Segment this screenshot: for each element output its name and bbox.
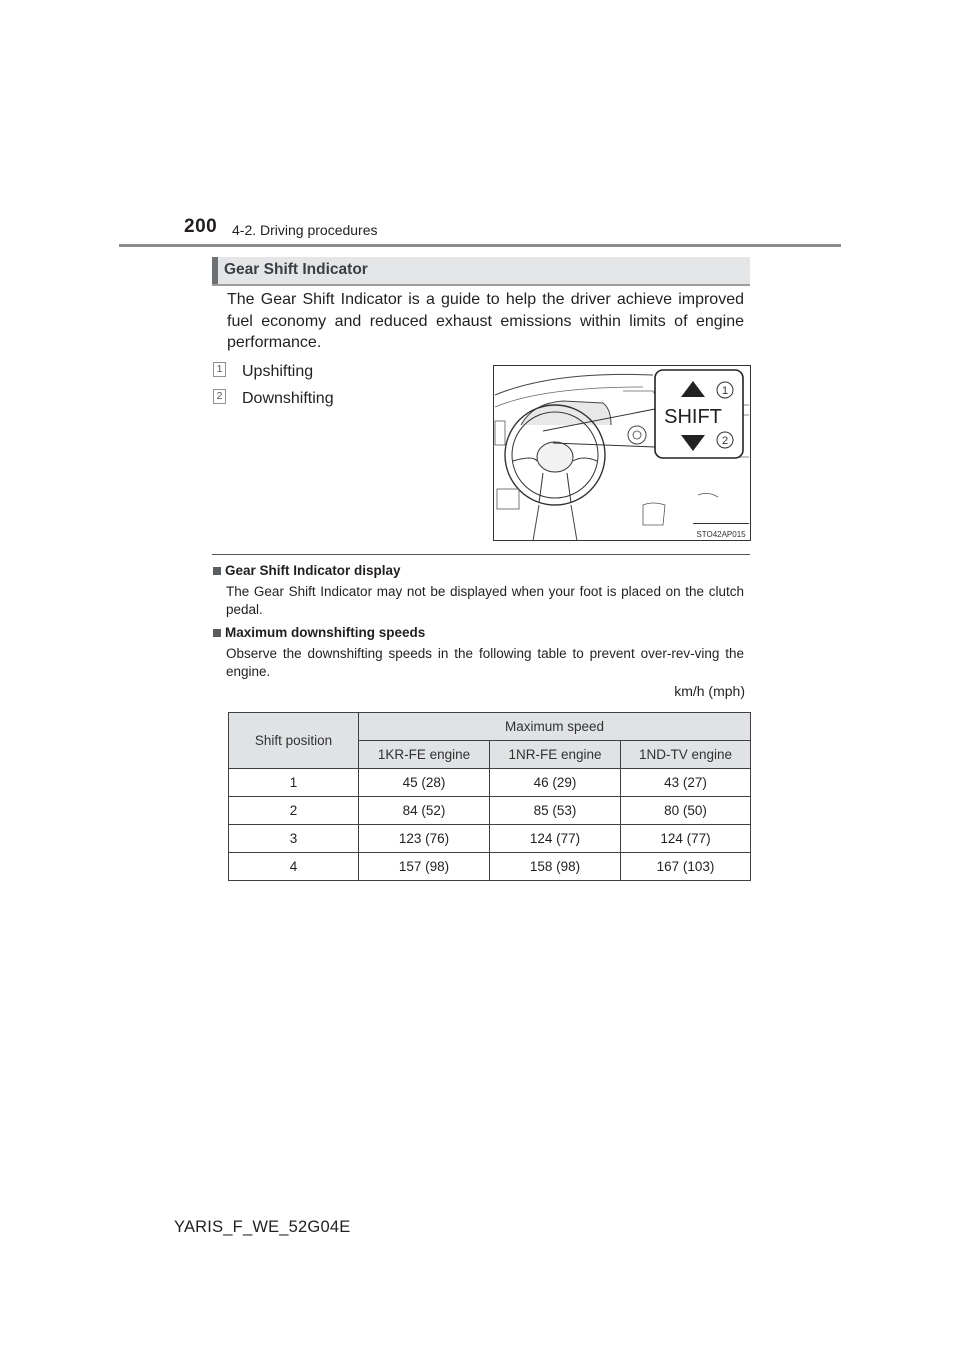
- bullet-square-icon: [213, 629, 221, 637]
- table-cell: 85 (53): [490, 797, 621, 825]
- table-cell: 46 (29): [490, 769, 621, 797]
- section-heading: Gear Shift Indicator: [224, 261, 368, 278]
- section-title: 4-2. Driving procedures: [232, 222, 378, 238]
- bullet-square-icon: [213, 567, 221, 575]
- table-cell: 3: [229, 825, 359, 853]
- item-upshifting: Upshifting: [242, 363, 314, 380]
- header-engine: 1NR-FE engine: [490, 741, 621, 769]
- table-cell: 84 (52): [359, 797, 490, 825]
- item-downshifting: Downshifting: [242, 390, 334, 407]
- table-cell: 167 (103): [621, 853, 751, 881]
- number-2-icon: 2: [213, 389, 226, 404]
- subsection-title-display: Gear Shift Indicator display: [225, 563, 401, 578]
- illustration-code: STO42AP015: [696, 530, 746, 539]
- header-maximum-speed: Maximum speed: [359, 713, 751, 741]
- header-engine: 1ND-TV engine: [621, 741, 751, 769]
- table-cell: 1: [229, 769, 359, 797]
- shift-label: SHIFT: [664, 406, 722, 428]
- page-number: 200: [184, 216, 218, 237]
- subsection-title-downshift: Maximum downshifting speeds: [225, 625, 426, 640]
- table-cell: 80 (50): [621, 797, 751, 825]
- header-rule: [119, 244, 841, 247]
- table-row: [229, 797, 751, 825]
- heading-underline: [212, 284, 750, 286]
- downshift-speed-table: [228, 712, 751, 881]
- document-code-footer: YARIS_F_WE_52G04E: [174, 1218, 351, 1236]
- table-cell: 157 (98): [359, 853, 490, 881]
- callout-1: 1: [721, 385, 729, 397]
- section-divider: [212, 554, 750, 555]
- header-shift-position: Shift position: [229, 713, 359, 769]
- intro-paragraph: The Gear Shift Indicator is a guide to help the driver achieve improved fuel economy and reduced exhaust emissions within limits of engine performance.: [227, 291, 744, 351]
- table-cell: 45 (28): [359, 769, 490, 797]
- table-row: [229, 825, 751, 853]
- table-row: [229, 853, 751, 881]
- subsection-body-downshift: Observe the downshifting speeds in the following table to prevent over-rev-ving the engine.: [226, 646, 744, 679]
- header-engine: 1KR-FE engine: [359, 741, 490, 769]
- unit-label: km/h (mph): [674, 683, 745, 699]
- table-cell: 124 (77): [621, 825, 751, 853]
- table-cell: 4: [229, 853, 359, 881]
- callout-2: 2: [721, 435, 729, 447]
- table-cell: 43 (27): [621, 769, 751, 797]
- table-cell: 123 (76): [359, 825, 490, 853]
- table-cell: 2: [229, 797, 359, 825]
- table-cell: 158 (98): [490, 853, 621, 881]
- table-row: [229, 769, 751, 797]
- number-1-icon: 1: [213, 362, 226, 377]
- table-cell: 124 (77): [490, 825, 621, 853]
- subsection-body-display: The Gear Shift Indicator may not be displayed when your foot is placed on the clutch pedal.: [226, 584, 744, 617]
- dashboard-illustration: [493, 365, 751, 541]
